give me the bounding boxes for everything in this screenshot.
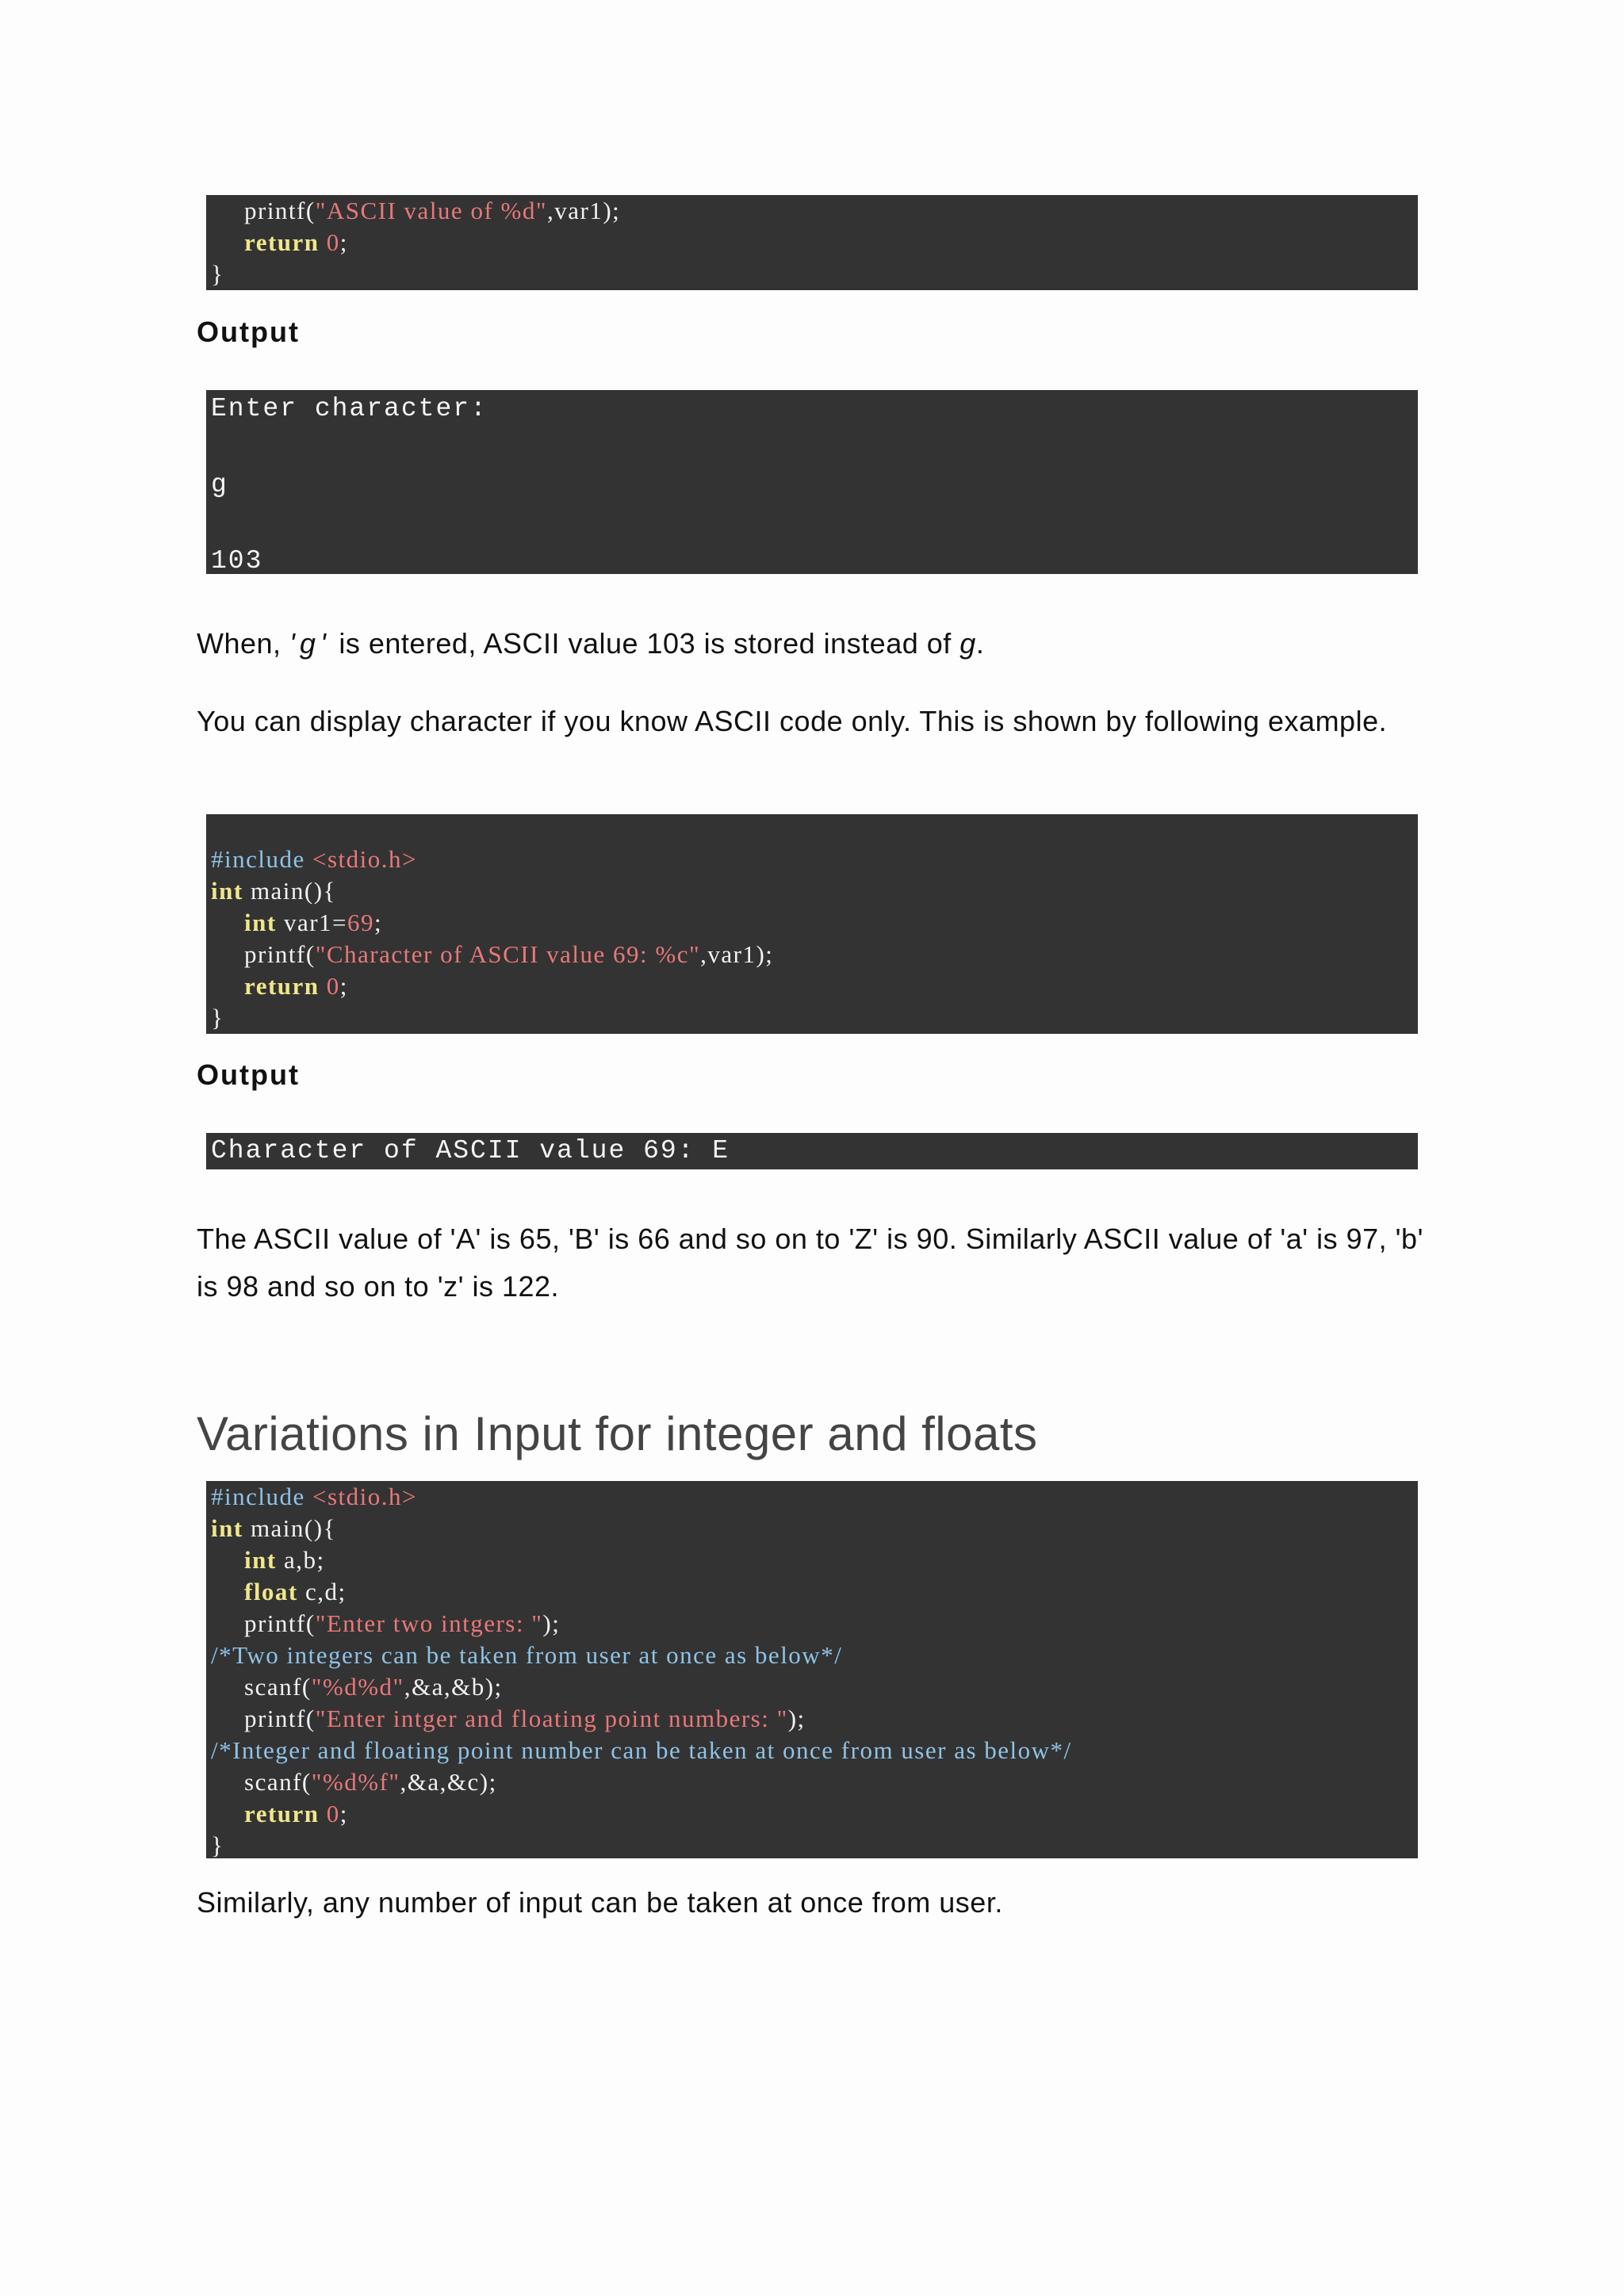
code-token xyxy=(320,972,327,1000)
code-token: "%d%f" xyxy=(311,1768,400,1796)
code-token: ; xyxy=(374,909,383,936)
output-line: Enter character: xyxy=(211,394,488,423)
code-token: "Enter intger and floating point numbers: " xyxy=(315,1705,788,1732)
code-token: 0 xyxy=(326,1800,340,1827)
code-token: ,var1); xyxy=(547,197,621,224)
code-token: var1= xyxy=(276,909,348,936)
code-token: printf( xyxy=(244,1705,316,1732)
output-line xyxy=(211,428,1418,466)
code-token xyxy=(320,1800,327,1827)
output-line: Character of ASCII value 69: E xyxy=(211,1136,730,1165)
code-token: ); xyxy=(787,1705,806,1732)
code-token: #include xyxy=(211,1483,305,1510)
code-line xyxy=(211,844,1418,875)
code-token: scanf( xyxy=(244,1768,312,1796)
code-token: c,d; xyxy=(297,1578,347,1605)
code-token: float xyxy=(244,1578,298,1605)
code-line xyxy=(211,1640,1418,1671)
code-token: a,b; xyxy=(276,1546,325,1574)
code-token: int xyxy=(211,877,243,905)
code-line xyxy=(211,907,1418,939)
code-line xyxy=(211,1576,1418,1608)
code-token: main(){ xyxy=(243,1514,336,1542)
output-line: 103 xyxy=(211,546,263,576)
code-token: printf( xyxy=(244,940,316,968)
code-line xyxy=(211,875,1418,907)
code-token: 0 xyxy=(326,972,340,1000)
code-token: return xyxy=(244,228,320,256)
code-token: printf( xyxy=(244,1609,316,1637)
output-lines xyxy=(206,1133,1418,1169)
code-line xyxy=(211,1798,1418,1830)
code-block-2 xyxy=(206,814,1418,1034)
code-line xyxy=(211,1671,1418,1703)
code-line xyxy=(211,1481,1418,1513)
output-label-2: Output xyxy=(197,1058,300,1091)
code-lines xyxy=(206,1481,1418,1862)
code-token: main(){ xyxy=(243,877,336,905)
para-quoted-char: 'g' xyxy=(289,627,331,660)
code-token: ,&a,&c); xyxy=(400,1768,497,1796)
code-line xyxy=(211,227,1418,258)
code-token: /*Integer and floating point number can be taken at once from user as below*/ xyxy=(211,1736,1072,1764)
code-line xyxy=(211,258,1418,290)
paragraph-display-character: You can display character if you know ASCII code only. This is shown by following example. xyxy=(197,705,1388,737)
output-block-1 xyxy=(206,390,1418,574)
paragraph-ascii-values: The ASCII value of 'A' is 65, 'B' is 66 and so on to 'Z' is 90. Similarly ASCII value of 'a' is 97, 'b' is 98 and so on to 'z' is 122. xyxy=(197,1223,1423,1303)
code-token: } xyxy=(211,260,224,288)
code-block-1 xyxy=(206,195,1418,290)
code-token: int xyxy=(244,1546,277,1574)
section-heading: Variations in Input for integer and floats xyxy=(197,1407,1038,1460)
paragraph-multiple-inputs: Similarly, any number of input can be taken at once from user. xyxy=(197,1886,1003,1919)
code-token: return xyxy=(244,1800,320,1827)
code-token: int xyxy=(211,1514,243,1542)
code-line xyxy=(211,1766,1418,1798)
para-char: g xyxy=(959,627,976,660)
code-token: return xyxy=(244,972,320,1000)
output-block-2 xyxy=(206,1133,1418,1169)
output-lines xyxy=(206,390,1418,580)
paragraph-when-g-entered xyxy=(197,620,1434,668)
code-token: "Enter two intgers: " xyxy=(315,1609,543,1637)
para-text: When, xyxy=(197,627,290,660)
para-text: . xyxy=(975,627,985,660)
code-token: ; xyxy=(339,1800,348,1827)
code-token: 0 xyxy=(326,228,340,256)
output-label-1: Output xyxy=(197,316,300,348)
code-token: "Character of ASCII value 69: %c" xyxy=(315,940,701,968)
code-line xyxy=(211,1608,1418,1640)
code-lines xyxy=(206,814,1418,1034)
code-token: ; xyxy=(339,972,348,1000)
code-line xyxy=(211,1513,1418,1544)
code-token: "%d%d" xyxy=(311,1673,404,1701)
code-line xyxy=(211,1002,1418,1034)
code-token: 69 xyxy=(347,909,375,936)
code-line xyxy=(211,1735,1418,1766)
code-token: ; xyxy=(339,228,348,256)
output-line: g xyxy=(211,470,228,499)
code-block-3 xyxy=(206,1481,1418,1858)
code-token: ); xyxy=(542,1609,561,1637)
code-line xyxy=(211,1544,1418,1576)
code-line xyxy=(211,939,1418,970)
code-token: printf( xyxy=(244,197,316,224)
code-token: "ASCII value of %d" xyxy=(315,197,547,224)
code-token: int xyxy=(244,909,277,936)
code-line xyxy=(211,1703,1418,1735)
code-token: } xyxy=(211,1004,224,1031)
code-token: } xyxy=(211,1831,224,1859)
code-line xyxy=(211,195,1418,227)
code-line xyxy=(211,1830,1418,1862)
code-line xyxy=(211,970,1418,1002)
code-token: scanf( xyxy=(244,1673,312,1701)
code-token: #include xyxy=(211,845,305,873)
para-text: is entered, ASCII value 103 is stored instead of xyxy=(330,627,960,660)
output-line xyxy=(211,504,1418,542)
code-token: /*Two integers can be taken from user at once as below*/ xyxy=(211,1641,843,1669)
code-token: <stdio.h> xyxy=(304,845,418,873)
code-lines xyxy=(206,195,1418,290)
code-token: ,var1); xyxy=(700,940,774,968)
code-token: ,&a,&b); xyxy=(404,1673,503,1701)
code-token xyxy=(320,228,327,256)
code-token: <stdio.h> xyxy=(304,1483,418,1510)
